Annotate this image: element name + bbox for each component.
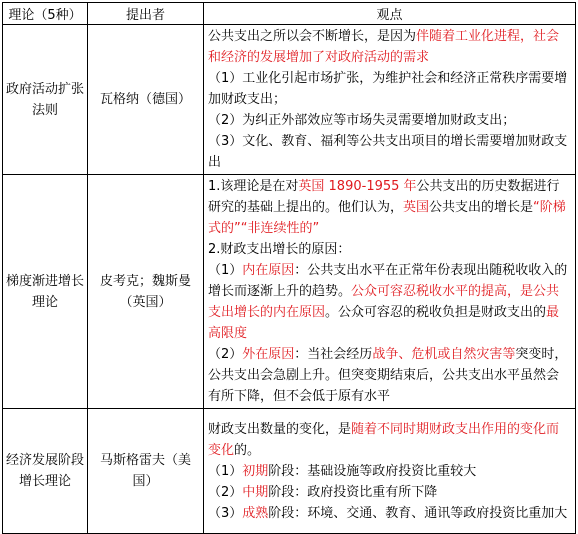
body-text: 公共支出之所以会不断增长，是因为 (208, 29, 417, 44)
body-text: 突变时，公共支出会急剧上升。但突变期结束后，公共支出水平虽然会有所下降，但不会低于原有水平 (208, 347, 568, 404)
body-text: （3） (208, 505, 243, 521)
body-text: （2） (208, 484, 243, 500)
body-text: 阶段：环境、交通、教育、通讯等政府投资比重加大 (268, 505, 568, 521)
viewpoint-paragraph (208, 239, 571, 260)
highlight-text: 随着不同时期财政支出作用的变化而变化 (208, 421, 560, 458)
theory-table (2, 2, 576, 534)
highlight-text: 公众可容忍税收水平的提高，是公共支出增长的内在原因 (208, 284, 560, 320)
proposer-name: 马斯格雷夫（美国） (88, 409, 204, 534)
theory-name: 经济发展阶段增长理论 (3, 409, 88, 534)
highlight-text: 外在原因 (242, 347, 295, 362)
proposer-name: 皮考克；魏斯曼（英国） (88, 175, 204, 409)
body-text: ：公共支出水平在正常年份表现出随税收收入的增长而逐渐上升的趋势。 (208, 263, 568, 299)
highlight-text: 初期 (242, 463, 269, 479)
body-text: 阶段：政府投资比重有所下降 (268, 484, 438, 500)
viewpoint-paragraph (208, 176, 571, 239)
body-text: 1.该理论是在对 (208, 179, 299, 194)
header-theory: 理论（5种） (3, 3, 88, 25)
viewpoint-paragraph (208, 260, 571, 344)
body-text: ：当社会经历 (294, 347, 373, 362)
body-text: 公共支出的增长是 (429, 200, 534, 215)
body-text: 2.财政支出增长的原因： (208, 242, 351, 257)
highlight-text: “阶梯式的”“非连续性的” (208, 200, 566, 236)
viewpoint-cell (204, 175, 576, 409)
viewpoint-paragraph (208, 482, 571, 503)
highlight-text: 中期 (242, 484, 269, 500)
viewpoint-paragraph (208, 26, 571, 68)
viewpoint-paragraph (208, 68, 571, 110)
theory-name: 政府活动扩张法则 (3, 25, 88, 175)
table-row (3, 409, 576, 534)
table-row (3, 175, 576, 409)
highlight-text: 成熟 (242, 505, 269, 521)
proposer-name: 瓦格纳（德国） (88, 25, 204, 175)
viewpoint-paragraph (208, 461, 571, 482)
body-text: 的。 (234, 442, 261, 458)
viewpoint-cell (204, 25, 576, 175)
body-text: 公共支出的历史数据进行研究的基础上提出的。他们认为， (208, 179, 560, 215)
highlight-text: 英国 (403, 200, 430, 215)
viewpoint-paragraph (208, 419, 571, 461)
body-text: （2） (208, 347, 243, 362)
highlight-text: 战争、危机或自然灾害等 (372, 347, 516, 362)
table-row (3, 25, 576, 175)
header-viewpoint: 观点 (204, 3, 576, 25)
body-text: （3）文化、教育、福利等公共支出项目的增长需要增加财政支出 (208, 134, 568, 170)
body-text: （1）工业化引起市场扩张，为维护社会和经济正常秩序需要增加财政支出； (208, 71, 568, 107)
body-text: 阶段：基础设施等政府投资比重较大 (268, 463, 477, 479)
body-text: 。公众可容忍的税收负担是财政支出的 (325, 305, 547, 320)
highlight-text: 伴随着工业化进程，社会和经济的发展增加了对政府活动的需求 (208, 29, 560, 65)
body-text: （1） (208, 463, 243, 479)
viewpoint-paragraph (208, 131, 571, 173)
theory-name: 梯度渐进增长理论 (3, 175, 88, 409)
body-text: （1） (208, 263, 243, 278)
viewpoint-paragraph (208, 344, 571, 407)
body-text: （2）为纠正外部效应等市场失灵需要增加财政支出； (208, 113, 516, 128)
viewpoint-paragraph (208, 503, 571, 524)
body-text: 财政支出数量的变化，是 (208, 421, 352, 437)
header-row (3, 3, 576, 25)
highlight-text: 内在原因 (242, 263, 295, 278)
viewpoint-paragraph (208, 110, 571, 131)
highlight-text: 最高限度 (208, 305, 560, 341)
highlight-text: 英国 1890-1955 年 (298, 179, 417, 194)
viewpoint-cell (204, 409, 576, 534)
header-proposer: 提出者 (88, 3, 204, 25)
